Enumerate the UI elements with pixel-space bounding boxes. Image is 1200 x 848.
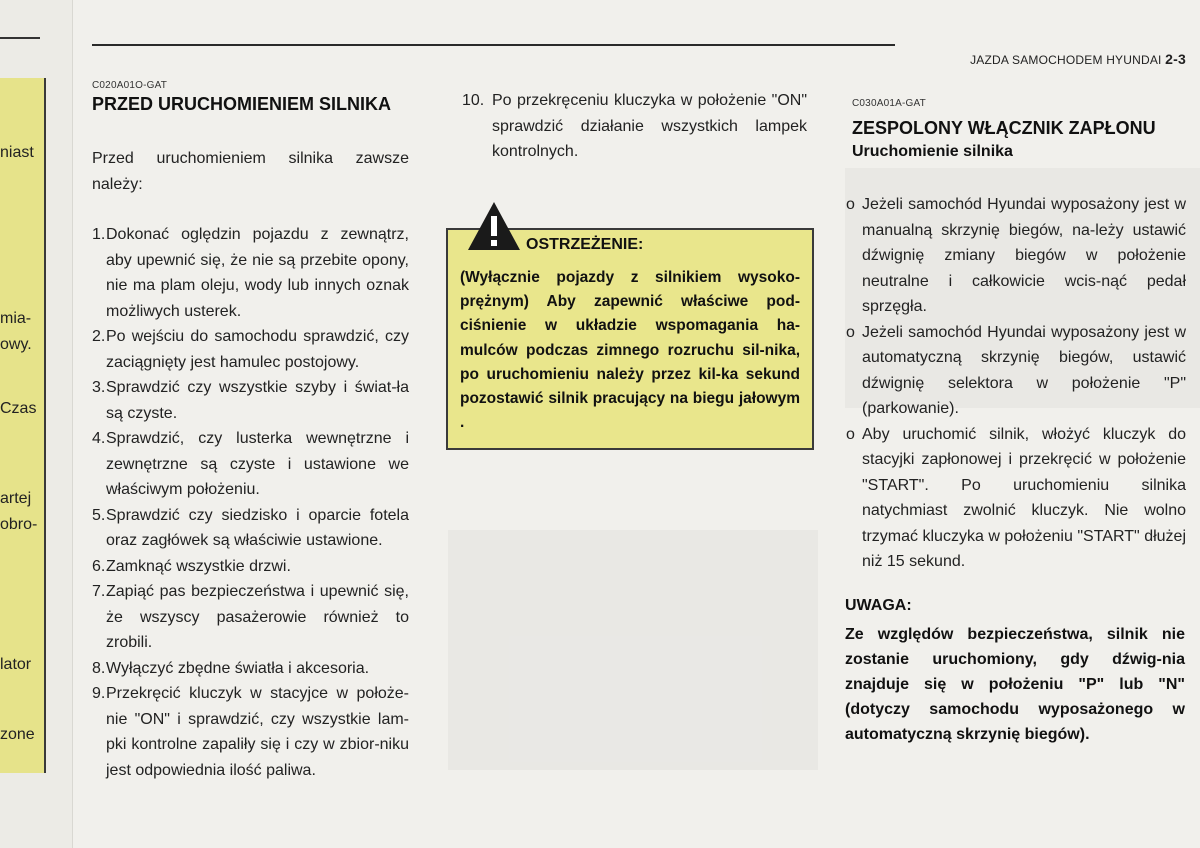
section-title: ZESPOLONY WŁĄCZNIK ZAPŁONU — [852, 118, 1156, 138]
note-title: UWAGA: — [845, 597, 912, 614]
header-rule — [92, 44, 895, 46]
bleed-through — [448, 530, 818, 770]
checklist — [92, 222, 409, 783]
list-item: 2. Po wejściu do samochodu sprawdzić, czy zaciągnięty jest hamulec postojowy. — [92, 328, 409, 371]
running-head — [970, 51, 1186, 67]
list-item: 5. Sprawdzić czy siedzisko i oparcie fotela oraz zagłówek są właściwie ustawione. — [92, 506, 409, 549]
intro-text: Przed uruchomieniem silnika zawsze należy: — [92, 150, 409, 193]
left-fragment: lator — [0, 656, 32, 673]
left-fragment: owy. — [0, 336, 32, 353]
note-text: Ze względów bezpieczeństwa, silnik nie zostanie uruchomiony, gdy dźwig-nia znajduje się w położeniu "P" lub "N" (dotyczy samochodu wyposażonego w automatyczną skrzynię biegów). — [845, 626, 1185, 743]
ignition-instructions — [846, 192, 1186, 575]
list-item: o Aby uruchomić silnik, włożyć kluczyk do stacyjki zapłonowej i przekręcić w położenie "START". Po uruchomieniu silnika natychmiast zwolnić kluczyk. Nie wolno trzymać kluczyka w położeniu "START" dłużej niż 15 sekund. — [846, 425, 1186, 570]
list-item: 3. Sprawdzić czy wszystkie szyby i świat-ła są czyste. — [92, 379, 409, 422]
left-page-rule — [0, 37, 40, 39]
section-code: C020A01O-GAT — [92, 80, 168, 91]
section-title: PRZED URUCHOMIENIEM SILNIKA — [92, 94, 392, 114]
left-fragment: obro- — [0, 516, 38, 533]
item-10 — [462, 88, 807, 165]
list-item: 1. Dokonać oględzin pojazdu z zewnątrz, aby upewnić się, że nie są przebite opony, nie ma plam oleju, wody lub innych oznak możliwych usterek. — [92, 226, 409, 320]
list-item: 7. Zapiąć pas bezpieczeństwa i upewnić się, że wszyscy pasażerowie również to zrobili. — [92, 583, 409, 651]
left-fragment: niast — [0, 144, 34, 161]
list-item: 8. Wyłączyć zbędne światła i akcesoria. — [92, 659, 370, 677]
running-title: JAZDA SAMOCHODEM HYUNDAI — [970, 53, 1162, 67]
list-item: 9. Przekręcić kluczyk w stacyjce w położe-nie "ON" i sprawdzić, czy wszystkie lam-pki kontrolne zapaliły się i czy w zbior-niku jest odpowiednia ilość paliwa. — [92, 685, 409, 779]
warning-title: OSTRZEŻENIE: — [526, 236, 644, 253]
left-fragment: mia- — [0, 310, 32, 327]
warning-triangle-icon — [466, 200, 522, 252]
list-item: o Jeżeli samochód Hyundai wyposażony jest w manualną skrzynię biegów, na-leży ustawić dźwignię zmiany biegów w położenie neutralne i całkowicie wcis-nąć pedał sprzęgła. — [846, 196, 1186, 315]
list-item: o Jeżeli samochód Hyundai wyposażony jest w automatyczną skrzynię biegów, ustawić dźwignię selektora w położenie "P" (parkowanie). — [846, 323, 1186, 417]
section-subtitle: Uruchomienie silnika — [852, 143, 1013, 160]
list-item: 6. Zamknąć wszystkie drzwi. — [92, 557, 291, 575]
section-code: C030A01A-GAT — [852, 98, 926, 109]
warning-text: (Wyłącznie pojazdy z silnikiem wysoko-prężnym) Aby zapewnić właściwe pod-ciśnienie w układzie wspomagania ha-mulców podczas zimnego rozruchu sil-nika, po uruchomieniu należy przez kil-ka sekund pozostawić silnik pracujący na biegu jałowym . — [460, 269, 800, 432]
page-number: 2-3 — [1165, 51, 1186, 67]
warning-box — [446, 228, 814, 450]
left-fragment: zone — [0, 726, 35, 743]
list-item: 4. Sprawdzić, czy lusterka wewnętrzne i zewnętrzne są czyste i ustawione we właściwym położeniu. — [92, 430, 409, 498]
list-item: 10. Po przekręceniu kluczyka w położenie "ON" sprawdzić działanie wszystkich lampek kontrolnych. — [462, 92, 807, 160]
left-fragment: Czas — [0, 400, 37, 417]
left-fragment: artej — [0, 490, 32, 507]
